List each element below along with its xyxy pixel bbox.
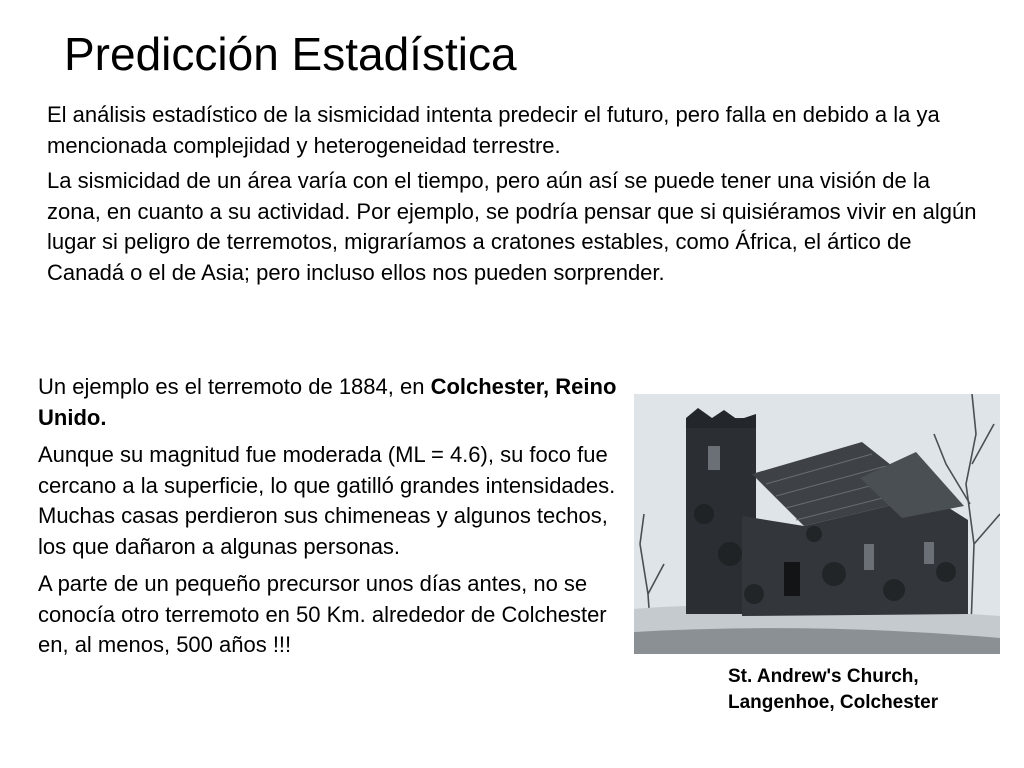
example-lead-text: Un ejemplo es el terremoto de 1884, en — [38, 374, 431, 399]
intro-text-block — [47, 100, 987, 293]
example-text-block — [38, 372, 638, 668]
example-paragraph-1: Aunque su magnitud fue moderada (ML = 4.6), su foco fue cercano a la superficie, lo que gatilló grandes intensidades. Muchas casas perdieron sus chimeneas y algunos techos, los que dañaron a algunas personas. — [38, 442, 616, 559]
intro-paragraph-1: El análisis estadístico de la sismicidad intenta predecir el futuro, pero falla en debido a la ya mencionada complejidad y heterogeneidad terrestre. — [47, 102, 940, 158]
photo-caption — [728, 664, 998, 716]
photo-caption-line-1: St. Andrew's Church, — [728, 666, 919, 687]
church-photo — [634, 394, 1000, 654]
example-lead-paragraph — [38, 372, 638, 433]
intro-paragraph-2: La sismicidad de un área varía con el tiempo, pero aún así se puede tener una visión de la zona, en cuanto a su actividad. Por ejemplo, se podría pensar que si quisiéramos vivir en algún lugar si peligro de terremotos, migraríamos a cratones estables, como África, el ártico de Canadá o el de Asia; pero incluso ellos nos pueden sorprender. — [47, 168, 977, 285]
example-paragraph-2: A parte de un pequeño precursor unos días antes, no se conocía otro terremoto en 50 Km. alrededor de Colchester en, al menos, 500 años !!! — [38, 571, 607, 657]
slide-title: Predicción Estadística — [64, 28, 517, 80]
example-location: Colchester, Reino Unido. — [38, 374, 617, 430]
photo-caption-line-2: Langenhoe, Colchester — [728, 692, 939, 713]
